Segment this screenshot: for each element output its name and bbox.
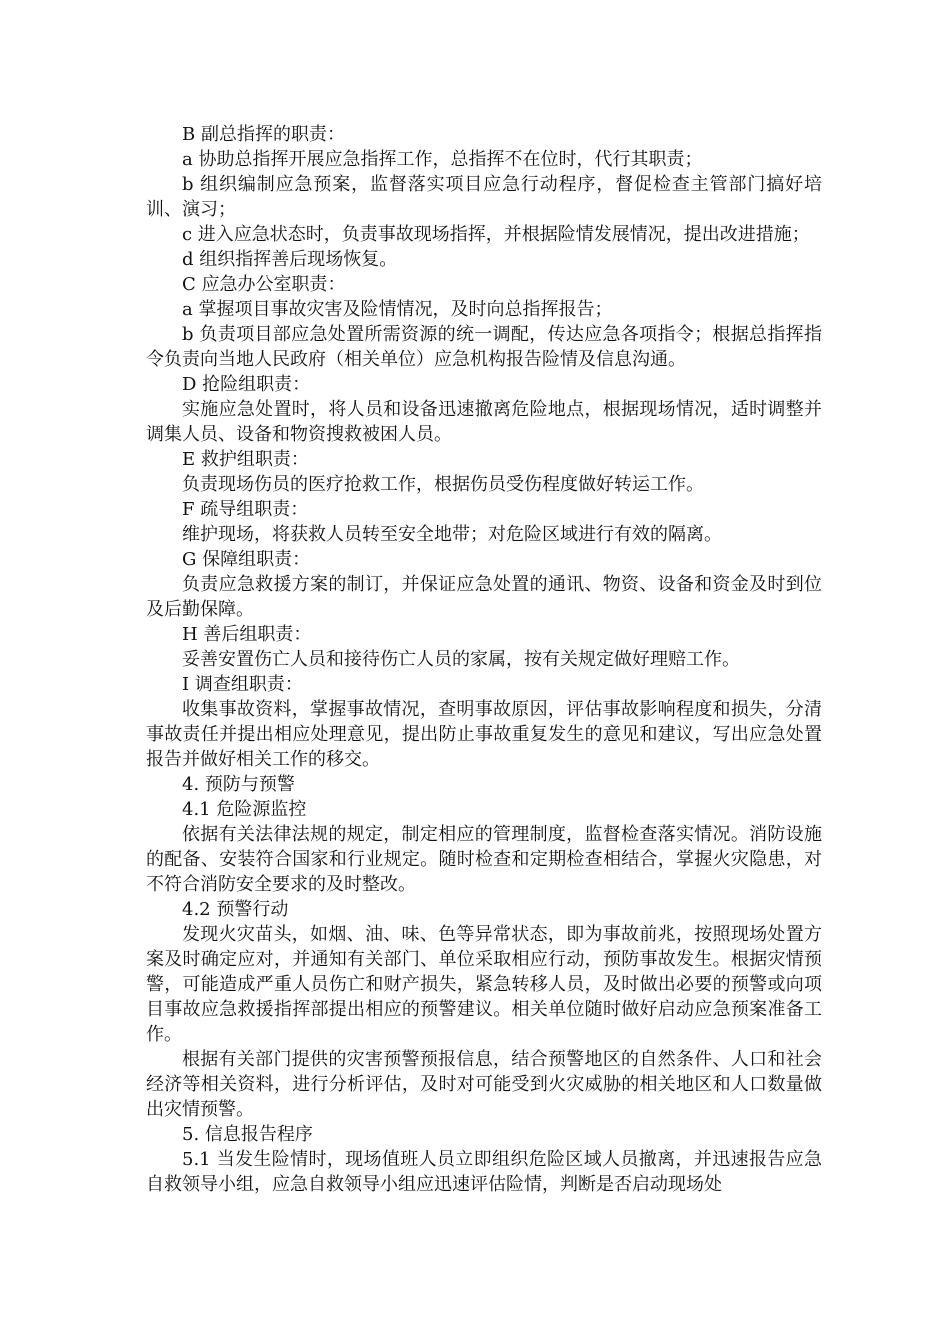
list-item: a 掌握项目事故灾害及险情情况，及时向总指挥报告； — [182, 299, 613, 320]
body-paragraph: 收集事故资料，掌握事故情况，查明事故原因，评估事故影响程度和损失，分清事故责任并提出相应处理意见，提出防止事故重复发生的意见和建议，写出应急处置报告并做好相关工作的移交。 — [146, 699, 822, 770]
list-item: c 进入应急状态时，负责事故现场指挥，并根据险情发展情况，提出改进措施； — [182, 224, 810, 245]
body-paragraph: 实施应急处置时，将人员和设备迅速撤离危险地点，根据现场情况，适时调整并调集人员、设备和物资搜救被困人员。 — [146, 399, 822, 445]
heading-rescue-team: D 抢险组职责： — [182, 374, 311, 395]
subsection-heading-warning-actions: 4.2 预警行动 — [182, 899, 289, 920]
heading-aftermath-team: H 善后组职责： — [182, 624, 312, 645]
list-item: b 负责项目部应急处置所需资源的统一调配，传达应急各项指令；根据总指挥指令负责向当地人民政府（相关单位）应急机构报告险情及信息沟通。 — [146, 324, 822, 370]
heading-investigation-team: I 调查组职责： — [182, 674, 303, 695]
body-paragraph: 5.1 当发生险情时，现场值班人员立即组织危险区域人员撤离，并迅速报告应急自救领导小组，应急自救领导小组应迅速评估险情，判断是否启动现场处 — [146, 1149, 822, 1195]
body-paragraph: 依据有关法律法规的规定，制定相应的管理制度，监督检查落实情况。消防设施的配备、安装符合国家和行业规定。随时检查和定期检查相结合，掌握火灾隐患，对不符合消防安全要求的及时整改。 — [146, 824, 822, 895]
heading-deputy-commander: B 副总指挥的职责： — [182, 124, 345, 145]
section-heading-prevention: 4. 预防与预警 — [182, 774, 295, 795]
list-item: d 组织指挥善后现场恢复。 — [182, 249, 398, 270]
body-paragraph: 发现火灾苗头，如烟、油、味、色等异常状态，即为事故前兆，按照现场处置方案及时确定应对，并通知有关部门、单位采取相应行动，预防事故发生。根据灾情预警，可能造成严重人员伤亡和财产损失，紧急转移人员，及时做出必要的预警或向项目事故应急救援指挥部提出相应的预警建议。相关单位随时做好启动应急预案准备工作。 — [146, 924, 822, 1045]
list-item: b 组织编制应急预案，监督落实项目应急行动程序，督促检查主管部门搞好培训、演习； — [146, 174, 822, 220]
subsection-heading-hazard-monitoring: 4.1 危险源监控 — [182, 799, 307, 820]
heading-support-team: G 保障组职责： — [182, 549, 311, 570]
heading-evacuation-team: F 疏导组职责： — [182, 499, 309, 520]
section-heading-reporting: 5. 信息报告程序 — [182, 1124, 313, 1145]
body-paragraph: 维护现场，将获救人员转至安全地带；对危险区域进行有效的隔离。 — [182, 524, 722, 545]
body-paragraph: 负责应急救援方案的制订，并保证应急处置的通讯、物资、设备和资金及时到位及后勤保障。 — [146, 574, 822, 620]
heading-medical-team: E 救护组职责： — [182, 449, 309, 470]
list-item: a 协助总指挥开展应急指挥工作，总指挥不在位时，代行其职责； — [182, 149, 703, 170]
body-paragraph: 妥善安置伤亡人员和接待伤亡人员的家属，按有关规定做好理赔工作。 — [182, 649, 740, 670]
body-paragraph: 负责现场伤员的医疗抢救工作，根据伤员受伤程度做好转运工作。 — [182, 474, 704, 495]
document-page — [146, 122, 822, 1197]
heading-emergency-office: C 应急办公室职责： — [182, 274, 346, 295]
body-paragraph: 根据有关部门提供的灾害预警预报信息，结合预警地区的自然条件、人口和社会经济等相关资料，进行分析评估，及时对可能受到火灾威胁的相关地区和人口数量做出灾情预警。 — [146, 1049, 822, 1120]
